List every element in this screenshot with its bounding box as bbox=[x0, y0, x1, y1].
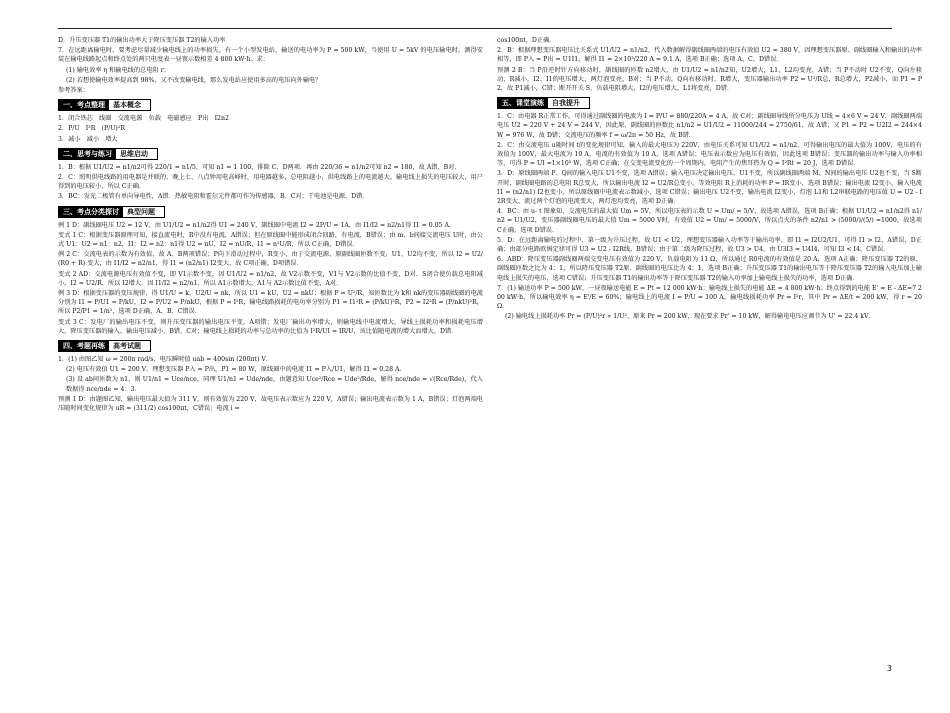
section-5-line: (2) 输电线上损耗功率 Pr = (P/U)²r ∝ 1/U²，原来 Pr = 200 kW，现在要求 Pr' = 10 kW，解得输电电压应调节为 U' = 22.4 kV． bbox=[505, 313, 875, 321]
section-3-line: 例 3 D：根据变压器的变压规律，得 U1/U = k，U2/U = nk，所以 U1 = kU，U2 = nkU；根据 P = U²/R，知匝数比为 k和 nk的变压器副线圈的电流分别为 I1 = P/U1 = P/kU，I2 = P/U2 = P/nkU，根据 P = I²R，输电线路损耗的电功率分别为 P1 = I1²R = (P/kU)²R，P2 = I2²R = (P/nkU)²R，所以 P2/P1 = 1/n²，选项 D正确，A、B、C错误． bbox=[58, 290, 483, 316]
section-3-line: 例 2 C：交流电表的示数为有效值，故 A、B两项错误；P向下滑动过程中，R变小，由于交流电源、原副线圈匝数不变，U1、U2均不变，所以 I2 = U2/(R0 + R) 变大，由 I1/I2 = n2/n1，得 I1 = (n2/n1) I2变大，故 C项正确、D项错误． bbox=[58, 251, 483, 268]
section-5-line: 3．D：原线圈两端 P、Q间的输入电压 U1不变，选项 A错误；输入电压决定输出电压，U1不变，所以副线圈两端 M、N间的输出电压 U2也不变，当 S断开时，副线圈电路的总电阻 R总变大，所以输出电流 I2 = U2/R总变小，等效电阻 R上消耗的功率 P = IR变小，选项 B错误；输出电流 I2变小，输入电流 I1 = (n2/n1) I2也变小，所以原线圈中电流表示数减小，选项 C错误；输出电压 U2不变，输出电流 I2变小，灯泡 L1和 L2串联电路的电压值 U = U2 - I2R变大，流过两个灯泡的电流变大，两灯泡均变亮，选项 D正确． bbox=[497, 170, 922, 206]
question-7: 7．在远距离输电时，要考虑尽量减少输电线上的功率损失。有一个小型发电站，输送的电功率为 P = 500 kW，当使用 U = 5kV 的电压输电时，测得安装在输电线路起点和终点处的两只电度表一昼夜示数相差 4 800 kW·h。求： bbox=[58, 47, 483, 64]
section-5-line: 5．D：在远距离输电的过程中，第一级为升压过程，故 U1 < U2，理想变压器输入功率等于输出功率，即 I1 = I2U2/U1，可得 I1 > I2，A错误，D正确；由部分电路欧姆定律可得 U3 = U2 - I2R线，B错误；由于第二级为降压过程，故 U3 > U4，由 U3I3 = U4I4，可知 I3 < I4，C错误． bbox=[497, 236, 922, 254]
answer-2: 2．B：根据理想变压器电压比关系式 U1/U2 = n1/n2，代入数据解得副线圈两端的电压有效值 U2 = 380 V，因理想变压器原、副线圈输入和输出的功率相等，即 P入 = P出 = U1I1，解得 I1 = 2×10³/220 A ≈ 9.1 A，选项 B正确；选项 A、C、D错误． bbox=[497, 47, 922, 64]
answers-heading: 参考答案： bbox=[58, 87, 89, 95]
section-2-line: 1．B：根据 U1/U2 = n1/n2可得 220/1 = n1/5，可知 n1 = 1 100，排除 C、D两项．再由 220/36 = n1/n2可知 n2 = 180，故 A错、B对． bbox=[58, 163, 461, 171]
option-d-line: D．升压变压器 T1的输出功率大于降压变压器 T2的输入功率 bbox=[58, 37, 226, 44]
header-rule bbox=[58, 28, 892, 29]
section-3-line: 例 1 D：副线圈电压 U2 = 12 V，由 U1/U2 = n1/n2得 U1 = 240 V，副线圈中电流 I2 = 2P/U = 1A，由 I1/I2 = n2/n1得 I1 = 0.05 A． bbox=[58, 221, 456, 229]
section-3-line: 变式 1 C：根据变压器原理可知，接直流电时，R中没有电流，A错误；但在原线圈中能形成闭合回路，有电流，B错误；由 m、b间接交流电压 U时，由公式 U1：U2 = n1：n2，I1：I2 = n2：n1得 U2 = nU，I2 = nU/R，I1 = n²U/R，所以 C正确，D错误． bbox=[58, 231, 483, 249]
section-5-line: 7．(1) 输送功率 P = 500 kW，一昼夜输送电能 E = Pt = 12 000 kW·h；输电线上损失的电能 ΔE = 4 800 kW·h；终点得到的电能 E' = E - ΔE=7 200 kW·h，所以输电效率 η = E'/E = 60%；输电线上的电流 I = P/U = 100 A，输电线损耗功率 Pr = I²r，其中 Pr = ΔE/t = 200 kW，得 r = 20 Ω． bbox=[497, 284, 922, 311]
section-1-line: 1．闭合铁芯 线圈 交流电源 负载 电磁感应 P出 I2n2 bbox=[58, 115, 229, 123]
section-2-line: 3．BC：发光二极管有单向导电性，A错．热敏电阻和霍尔元件都可作为传感器，B、C对；干电池是电源，D错． bbox=[58, 193, 369, 201]
section-4-line: (3) 设 ab间匝数为 n1，则 U1/n1 = Uce/nce，同理 U1/n1 = Ude/nde，由题意知 Uce²/Rce = Ude²/Rde，解得 nce/nde = √(Rce/Rde)，代入数据得 nce/nde = 4：3． bbox=[66, 376, 483, 393]
question-7-part-1: (1) 输电效率 η 和输电线的总电阻 r； bbox=[66, 66, 170, 74]
section-heading-4: 四、考题再练 高考试题 bbox=[58, 340, 151, 352]
section-heading-1: 一、考点整理 基本概念 bbox=[58, 99, 151, 111]
section-5-line: 1．C：由电器 R正常工作，可得通过副线圈的电流为 I = P/U = 880/220A = 4 A，故 C对；副线圈导线所分电压为 U线 = 4×6 V = 24 V，副线圈两端电压 U2 = 220 V + 24 V = 244 V，因此原、副线圈的匝数比 n1/n2 = U1/U2 = 11000/244 = 2750/61，故 A错；又 P1 = P2 = U2I2 = 244×4 W = 976 W，故 D错；交流电压的频率 f = ω/2π = 50 Hz，故 B错． bbox=[497, 113, 922, 139]
section-5-line: 2．C：由交流电压 u随时间 t的变化规律可知，输入的最大电压为 220V，由电压关系可知 U1/U2 = n1/n2，可得输出电压的最大值为 100V，电压的有效值为 100V，最大电流为 10 A，电流的有效值为 10 A，选项 A错误；电压表示数应为电压有效值，因此选项 B错误；变压器的输出功率与输入功率相等，可得 P = UI =1×10³ W，选项 C正确；在交变电流变化的一个周期内，电阻产生的焦耳热为 Q = I²Rt = 20 J，选项 D错误． bbox=[497, 141, 922, 168]
section-3-line: 变式 2 AD：交流电源电压有效值不变，即 V1示数不变，因 U1/U2 = n1/n2，故 V2示数不变，V1与 V2示数的比值不变，D对．S闭合使负载总电阻减小，I2 = U2/R，所以 I2增大．因 I1/I2 = n2/n1，所以 A1示数增大，A1与 A2示数比值不变，A对． bbox=[58, 270, 483, 287]
section-1-line: 3．减小 减小 增大 bbox=[58, 135, 118, 143]
section-2-line: 2．C：照明供电线路的用电器是并联的，晚上七、八点钟用电高峰时，用电器越多，总电阻越小，供电线路上的电流越大，输电线上损失的电压较大，用户得到的电压较小，所以 C正确． bbox=[58, 174, 483, 191]
section-4-line: 预测 1 D：由题图乙知，输出电压最大值为 311 V，则有效值为 220 V，故电压表示数应为 220 V，A错误；输出电流表示数为 1 A，B错误；灯泡两端电压随时间变化规律为 uR = (311/2) cos100πt，C错误；电流 i = bbox=[58, 395, 483, 413]
continued-line: cos100πt，D正确． bbox=[497, 37, 556, 44]
section-5-line: 6．ABD：降压变压器副线圈两端交变电压有效值为 220 V，负载电阻为 11 Ω，所以通过 R0电流的有效值是 20 A，选项 A正确；降压变压器 T2的原、副线圈匝数之比为 4：1，所以降压变压器 T2原、副线圈的电压比为 4：1，选项 B正确；升压变压器 T1的输出电压等于降压变压器 T2的输入电压加上输电线上损失的电压，选项 C错误；升压变压器 T1的输出功率等于降压变压器 T2的输入功率加上输电线上损失的功率，选项 D正确． bbox=[497, 256, 922, 282]
question-7-part-2: (2) 若想使输电效率提高到 98%，又不改变输电线，那么发电站应使用多高的电压向外输电？ bbox=[66, 76, 322, 84]
section-4-line: 1．(1) 由图乙知 ω = 200π rad/s，电压瞬时值 uab = 400sin (200πt) V． bbox=[58, 356, 273, 364]
right-column bbox=[497, 36, 922, 323]
section-4-line: (2) 电压有效值 U1 = 200 V，理想变压器 P入 = P出，P1 = 80 W，原线圈中的电流 I1 = P入/U1，解得 I1 = 0.28 A． bbox=[66, 366, 406, 374]
prediction-2: 预测 2 B：当 P沿逆时针方向移动时，副线圈的匝数 n2增大，由 U1/U2 = n1/n2知，U2增大，L1、L2均变亮，A错；当 P不动时 U2不变，Q向左移动，R减小，I2、I1的电压增大，两灯泡变亮，B对；当 P不动，Q向右移动时，R增大，变压器输出功率 P2 = U²/R总，R总增大，P2减小，而 P1 = P2，故 P1减小，C错；断开开关 S，负载电阻增大，I2的电压增大，L1将变亮，D错． bbox=[497, 66, 922, 93]
section-3-line: 变式 3 C：发电厂的输出电压不变，则升压变压器的输出电压不变，A项错；发电厂输出功率增大，则输电线中电流增大，导线上损耗功率和损耗电压增大，降压变压器的输入、输出电压减小，B错、C对；输电线上损耗的功率与总功率的比值为 I²R/UI = IR/U，该比值随电流的增大而增大，D错． bbox=[58, 318, 483, 335]
section-heading-2: 二、思考与练习 思维启动 bbox=[58, 148, 158, 160]
section-1-line: 2．P/U I²R (P/U)²R bbox=[58, 125, 125, 133]
section-heading-5: 五、课堂演练 自我提升 bbox=[497, 97, 590, 109]
section-heading-3: 三、考点分类探讨 典型问题 bbox=[58, 206, 165, 218]
section-5-line: 4．BC：由 u- t 图象知，交流电压的最大值 Um = 5V，所以电压表的示数 U = Um/ = 5/V，故选项 A错误，选项 B正确；根据 U1/U2 = n1/n2得 n1/n2 = U1/U2，变压器副线圈电压的最大值 Um = 5000 V时，有效值 U2 = Um/ = 5000/V，所以点火的条件 n2/n1 > (5000/)/(5/) =1000，故选项 C正确，选项 D错误． bbox=[497, 208, 922, 234]
page-number: 3 bbox=[886, 664, 892, 673]
left-column bbox=[58, 36, 483, 414]
